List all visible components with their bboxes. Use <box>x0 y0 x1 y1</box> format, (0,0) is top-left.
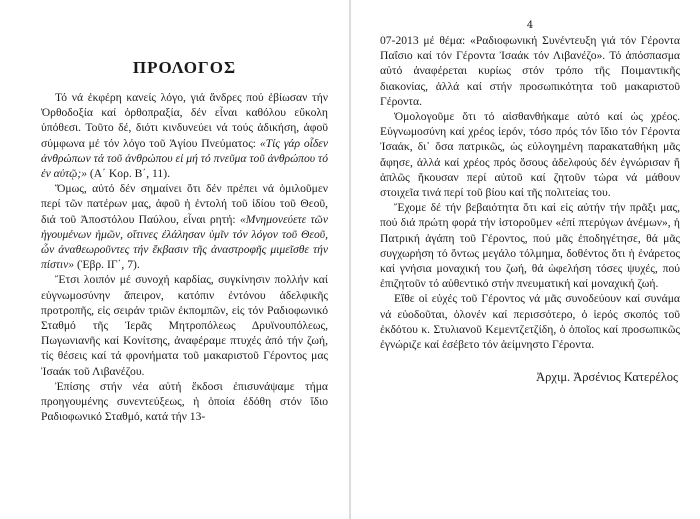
paragraph-1 <box>41 90 328 181</box>
scripture-quote-1: «Τίς γάρ οἶδεν ἀνθρώπων τά τοῦ ἀνθρώπου εἰ μή τό πνεῦμα τοῦ ἀνθρώπου τό ἐν αὐτῷ;» <box>41 136 328 181</box>
paragraph-3: Ἔτσι λοιπόν μέ συνοχή καρδίας, συγκίνησιν πολλήν καί εὐγνωμοσύνην ἄπειρον, κατόπιν ἐντόνου ἀδελφικῆς προτροπῆς, εἰς σειράν τριῶν ἐκπομπῶν, εἰς τόν Ραδιοφωνικό Σταθμό τῆς Ἱερᾶς Μητροπόλεως Δρυϊνουπόλεως, Πωγωνιανῆς καί Κονίτσης, ἀναφέραμε πτυχές ἀπό τήν ζωή, τίς θέσεις καί τά φρονήματα τοῦ μακαριστοῦ Γέροντος μας Ἰσαάκ τοῦ Λιβανέζου. <box>41 273 328 378</box>
page-number: 4 <box>526 20 534 31</box>
paragraph-4: Ἐπίσης στήν νέα αὐτή ἔκδοσι ἐπισυνάψαμε τήμα προηγουμένης συνεντεύξεως, ἡ ὁποία ἐδόθη στόν ἴδιο Ραδιοφωνικό Σταθμό, κατά τήν 13- <box>41 379 328 424</box>
scripture-ref-2: (Ἑβρ. ΙΓ΄, 7). <box>74 258 140 272</box>
scripture-ref-1: (Α΄ Κορ. Β΄, 11). <box>87 167 170 181</box>
paragraph-5: 07-2013 μέ θέμα: «Ραδιοφωνική Συνέντευξη γιά τόν Γέροντα Παΐσιο καί τόν Γέροντα Ἰσαάκ τόν Λιβανέζο». Τό ἀπόσπασμα αὐτό ἀναφέρεται κυρίως στόν τρόπο τῆς Ποιμαντικῆς διακονίας, ἀλλά καί στήν προσωπικότητα τοῦ μακαριστοῦ Γέροντα. <box>380 34 680 108</box>
paragraph-8: Εἴθε οἱ εὐχές τοῦ Γέροντος νά μᾶς συνοδεύουν καί συνάμα νά εὐοδοῦται, ὁλονέν καί περισσότερο, ὁ ἱερός σκοπός τοῦ ἐκδότου κ. Στυλιανοῦ Κεμεντζετζίδη, ὁ ὁποῖος καί προσωπικῶς ἐγνώριζε καί ἐσέβετο τόν ἀείμνηστο Γέροντα. <box>380 292 680 352</box>
paragraph-7: Ἔχομε δέ τήν βεβαιότητα ὅτι καί εἰς αὐτήν τήν πρᾶξι μας, πού διά πρώτη φορά τήν ἱστοροῦμεν «ἐπί πτερύγων ἀνέμων», ἡ Πατρική ἀγάπη τοῦ Γέροντος, πού μᾶς ἐποδηγέτησε, θά μᾶς συγχωρήση τό ὄντως μεγάλο τόλμημα, δοθέντος ὅτι ἡ ἐνάρετος καί γνήσια μοναχική του ζωή, θά ὠφελήση τόσες ψυχές, πού ἐπιζητοῦν τό αὐθεντικό στήν πνευματική καί μοναχική ζωή. <box>380 201 680 291</box>
scripture-quote-2: «Μνημονεύετε τῶν ἡγουμένων ἡμῶν, οἵτινες ἐλάλησαν ὑμῖν τόν λόγον τοῦ Θεοῦ, ὧν ἀναθεωροῦντες τήν ἔκβασιν τῆς ἀναστροφῆς μιμεῖσθε τήν πίστιν» <box>41 212 328 272</box>
right-page <box>350 0 700 519</box>
paragraph-2 <box>41 181 328 272</box>
author-signature: Ἀρχιμ. Ἀρσένιος Κατερέλος <box>536 370 678 385</box>
paragraph-2-text: Ὅμως, αὐτό δέν σημαίνει ὅτι δέν πρέπει νά ὁμιλοῦμεν περί τῶν πατέρων μας, ἀφοῦ ἡ ἐντολή τοῦ ἰδίου τοῦ Θεοῦ, διά τοῦ Ἀποστόλου Παύλου, εἶναι ρητή: <box>41 182 328 226</box>
paragraph-1-text: Τό νά ἐκφέρη κανείς λόγο, γιά ἄνδρες πού ἐβίωσαν τήν Ὀρθοδοξία καί ὀρθοπραξία, δέν εἶναι καθόλου εὔκολη ὑπόθεσι. Τοῦτο δέ, διότι κινδυνεύει νά τούς ἀδικήση, ἀφοῦ σύμφωνα μέ τόν λόγο τοῦ Ἁγίου Πνεύματος: <box>41 91 328 150</box>
page-title: ΠΡΟΛΟΓΟΣ <box>132 58 237 77</box>
paragraph-6: Ὁμολογοῦμε ὅτι τό αἰσθανθήκαμε αὐτό καί ὡς χρέος. Εὐγνωμοσύνη καί χρέος ἱερόν, τόσο πρός τόν ἴδιο τόν Γέροντα Ἰσαάκ, δι᾽ ὅσα πατρικῶς, ὡς εὐλογημένη παρακαταθήκη μᾶς ἄφησε, ἀλλά καί χρέος πρός ὅσους ἀδελφούς δέν ἐγνώρισαν ἤ ἁπλῶς ἤκουσαν περί αὐτοῦ καί ζητοῦν τώρα νά μάθουν στοιχεῖα τινά περί τοῦ βίου καί τῆς πολιτείας του. <box>380 110 680 200</box>
